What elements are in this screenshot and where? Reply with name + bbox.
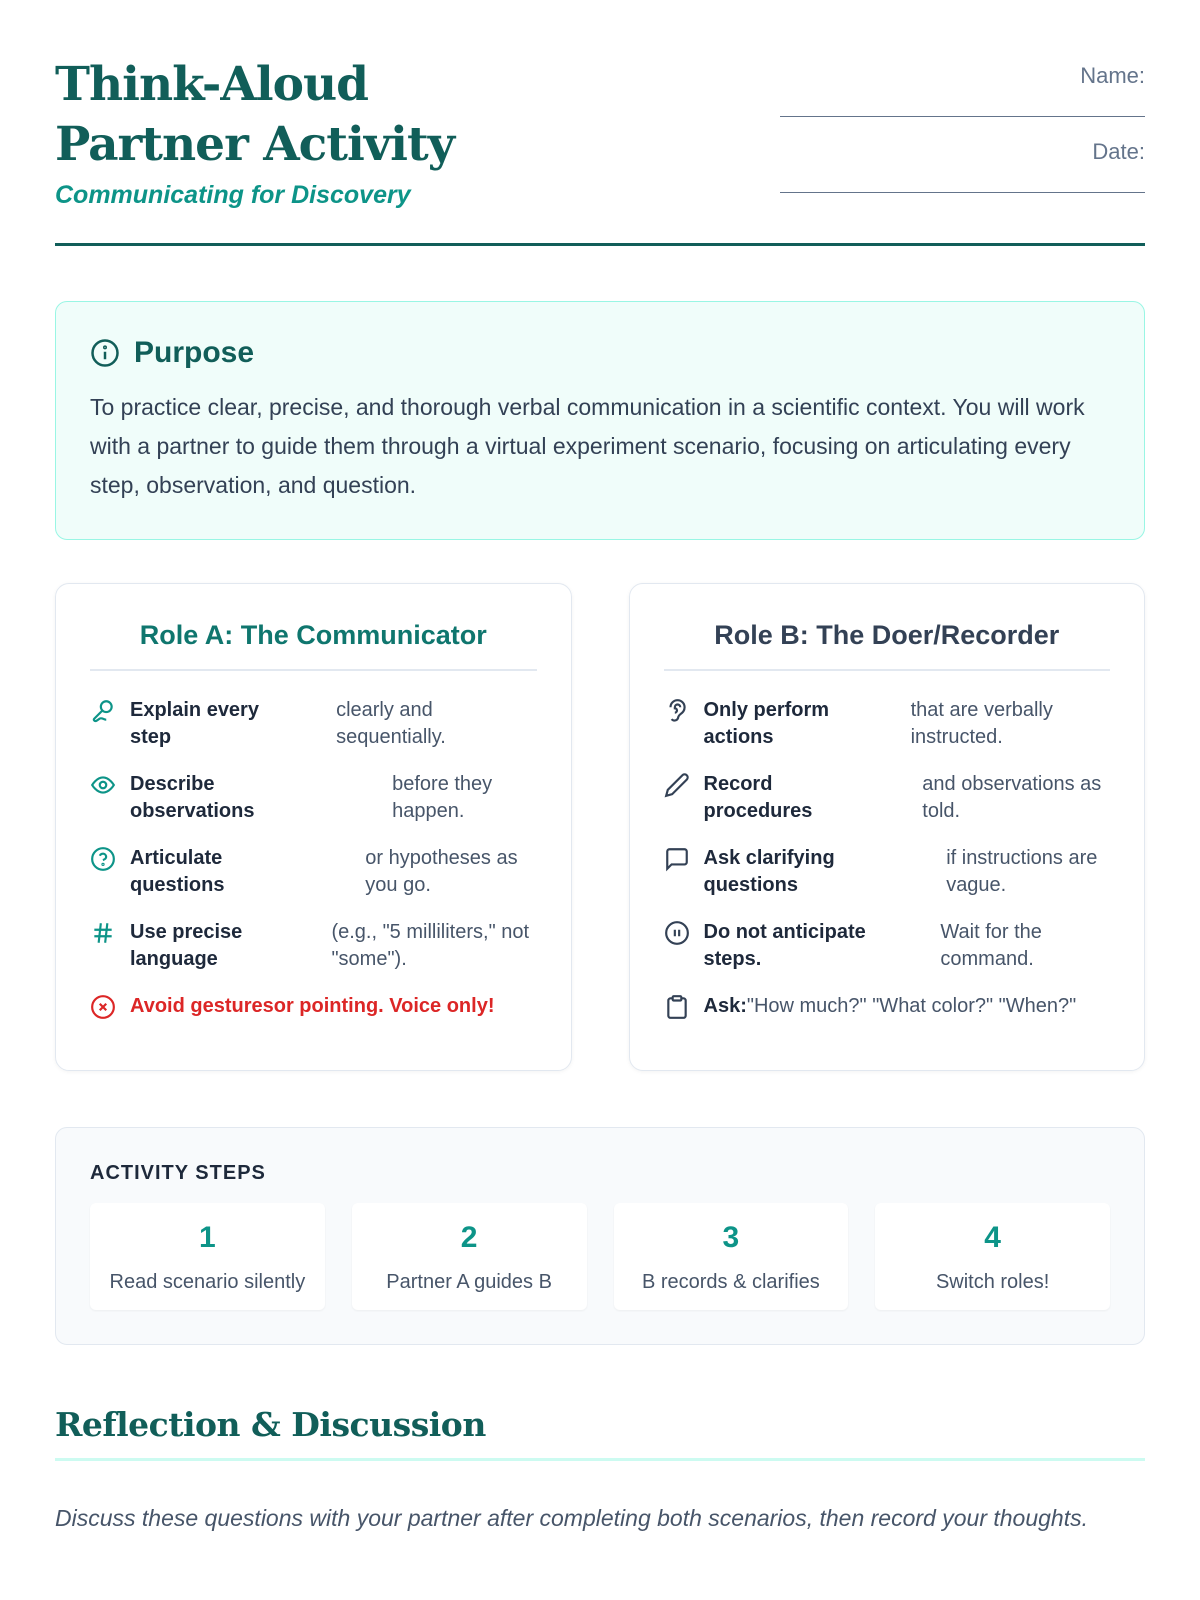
item-bold: Use precise language (130, 921, 243, 970)
step-card (875, 1203, 1110, 1310)
item-bold: Do not anticipate steps. (703, 921, 866, 970)
item-bold: Explain every step (130, 699, 259, 748)
item-text: before they happen. (392, 773, 493, 822)
item-bold: Avoid gestures (130, 995, 274, 1017)
list-item (664, 845, 1111, 899)
list-item (664, 993, 1111, 1020)
date-label: Date: (1092, 139, 1145, 164)
step-number: 3 (722, 1221, 740, 1254)
list-item (90, 845, 537, 899)
purpose-title: Purpose (134, 336, 255, 369)
info-icon (90, 338, 120, 368)
step-number: 1 (199, 1221, 216, 1254)
role-a-title: Role A: The Communicator (90, 620, 537, 671)
pause-icon (664, 920, 690, 946)
role-b-title: Role B: The Doer/Recorder (664, 620, 1111, 671)
step-label: B records & clarifies (641, 1271, 820, 1293)
hash-icon (90, 920, 116, 946)
item-text: clearly and sequentially. (336, 699, 446, 748)
activity-steps (55, 1127, 1145, 1345)
item-bold: Only perform actions (703, 699, 830, 748)
role-a-card (55, 583, 572, 1071)
pencil-icon (664, 772, 690, 798)
list-item-warning (90, 993, 537, 1020)
name-field[interactable] (780, 89, 1145, 117)
step-label: Switch roles! (935, 1271, 1050, 1293)
step-label: Read scenario silently (109, 1271, 306, 1293)
microphone-icon (90, 698, 116, 724)
item-text: (e.g., "5 milliliters," not "some"). (331, 921, 530, 970)
x-circle-icon (90, 994, 116, 1020)
item-text: "How much?" "What color?" "When?" (746, 995, 1077, 1017)
list-item (90, 697, 537, 751)
purpose-text: To practice clear, precise, and thorough verbal communication in a scientific context. You will work with a partner to guide them through a virtual experiment scenario, focusing on articulating every step, observation, and question. (90, 394, 1085, 498)
eye-icon (90, 772, 116, 798)
item-text: or pointing. Voice only! (273, 995, 495, 1017)
item-text: Wait for the command. (940, 921, 1042, 970)
item-text: that are verbally instructed. (910, 699, 1053, 748)
item-bold: Articulate questions (130, 847, 225, 896)
page-title: Think-Aloud Partner Activity (55, 57, 455, 172)
item-text: and observations as told. (922, 773, 1102, 822)
step-card (614, 1203, 849, 1310)
item-bold: Ask: (703, 995, 747, 1017)
date-field[interactable] (780, 165, 1145, 193)
reflection-intro: Discuss these questions with your partner after completing both scenarios, then record your thoughts. (55, 1505, 1088, 1531)
step-card (90, 1203, 325, 1310)
item-bold: Describe observations (130, 773, 255, 822)
step-number: 4 (984, 1221, 1001, 1254)
name-label: Name: (1080, 63, 1145, 88)
list-item (90, 771, 537, 825)
purpose-box (55, 301, 1145, 540)
steps-title: ACTIVITY STEPS (90, 1162, 266, 1184)
page-subtitle: Communicating for Discovery (55, 181, 411, 209)
ear-icon (664, 698, 690, 724)
reflection-title: Reflection & Discussion (55, 1405, 1145, 1461)
step-number: 2 (460, 1221, 478, 1254)
header (55, 55, 1145, 246)
step-label: Partner A guides B (386, 1271, 552, 1293)
item-bold: Ask clarifying questions (703, 847, 835, 896)
reflection-section (55, 1405, 1145, 1535)
item-text: or hypotheses as you go. (365, 847, 518, 896)
item-bold: Record procedures (703, 773, 813, 822)
item-text: if instructions are vague. (946, 847, 1098, 896)
list-item (664, 771, 1111, 825)
list-item (90, 919, 537, 973)
list-item (664, 697, 1111, 751)
list-item (664, 919, 1111, 973)
step-card (352, 1203, 587, 1310)
clipboard-icon (664, 994, 690, 1020)
message-icon (664, 846, 690, 872)
role-b-card (629, 583, 1146, 1071)
question-icon (90, 846, 116, 872)
